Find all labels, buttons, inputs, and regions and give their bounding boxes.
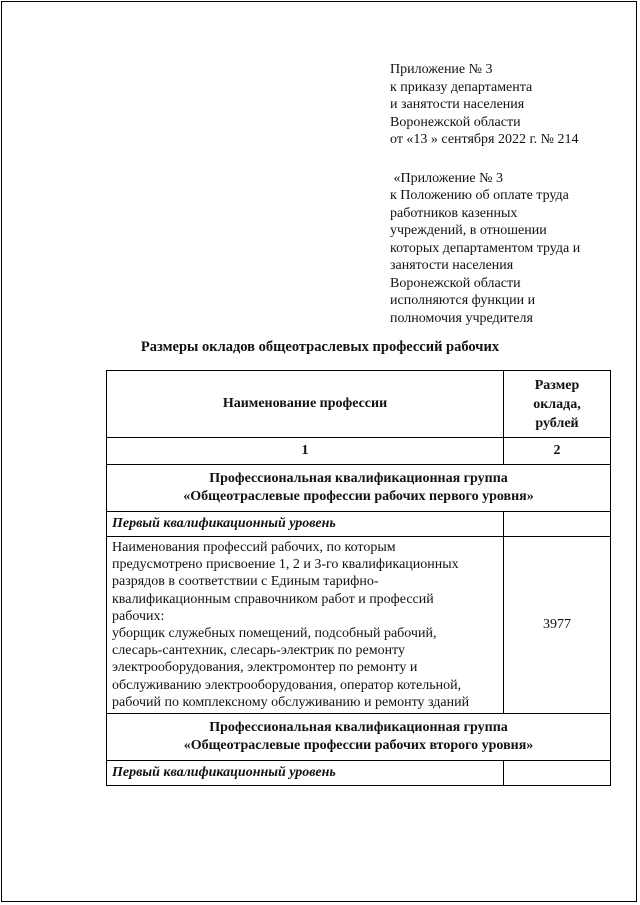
column-header-salary-line: оклада, — [533, 396, 581, 412]
header-line: Воронежской области — [390, 114, 521, 130]
group-header-row — [107, 465, 611, 512]
header-line: «Приложение № 3 — [390, 170, 503, 186]
document-title: Размеры окладов общеотраслевых профессий рабочих — [140, 339, 500, 355]
header-line: Воронежской области — [390, 275, 521, 291]
description-line: квалификационным справочником работ и профессий — [112, 591, 434, 607]
description-line: разрядов в соответствии с Единым тарифно- — [112, 574, 379, 590]
group-title-line: Профессиональная квалификационная группа — [209, 471, 508, 486]
qualification-level: Первый квалификационный уровень — [107, 512, 504, 537]
column-number: 2 — [504, 438, 611, 465]
header-line: к приказу департамента — [390, 79, 533, 95]
description-line: предусмотрено присвоение 1, 2 и 3-го квалификационных — [112, 557, 459, 573]
group-title-line: Профессиональная квалификационная группа — [209, 720, 508, 736]
empty-cell — [504, 761, 611, 786]
description-line: электрооборудования, электромонтер по ремонту и — [112, 660, 418, 676]
description-line: слесарь-сантехник, слесарь-электрик по ремонту — [112, 643, 405, 659]
column-header-salary-line: Размер — [534, 377, 580, 393]
level-row — [107, 512, 611, 537]
qualification-level: Первый квалификационный уровень — [107, 761, 504, 786]
column-header-profession: Наименование профессии — [107, 371, 504, 438]
description-line: Наименования профессий рабочих, по которым — [112, 540, 396, 555]
description-line: обслуживанию электрооборудования, оператор котельной, — [112, 677, 462, 693]
header-line: работников казенных — [390, 205, 518, 221]
header-line: исполняются функции и — [390, 293, 536, 308]
profession-description — [107, 537, 504, 714]
appendix-header — [390, 61, 630, 327]
group-title-line: «Общеотраслевые профессии рабочих первого уровня» — [183, 489, 534, 504]
header-line: к Положению об оплате труда — [390, 188, 569, 203]
level-row — [107, 761, 611, 786]
table-header-row — [107, 371, 611, 438]
header-line: которых департаментом труда и — [390, 240, 581, 256]
description-line: уборщик служебных помещений, подсобный рабочий, — [112, 626, 437, 642]
salary-table — [106, 370, 611, 786]
header-line: Приложение № 3 — [390, 62, 493, 77]
column-header-salary-line: рублей — [535, 415, 579, 431]
header-line: занятости населения — [390, 258, 514, 273]
header-line: учреждений, в отношении — [390, 223, 547, 238]
salary-value: 3977 — [504, 537, 611, 714]
description-line: рабочий по комплексному обслуживанию и ремонту зданий — [112, 694, 470, 710]
group-title-line: «Общеотраслевые профессии рабочих второго уровня» — [183, 738, 534, 754]
column-header-salary — [504, 371, 611, 438]
group-title — [107, 465, 611, 512]
header-line: от «13 » сентября 2022 г. № 214 — [390, 132, 579, 147]
header-line: полномочия учредителя — [390, 310, 533, 326]
column-number-row — [107, 438, 611, 465]
group-header-row — [107, 714, 611, 761]
description-line: рабочих: — [112, 608, 165, 624]
column-number: 1 — [107, 438, 504, 465]
table-row — [107, 537, 611, 714]
empty-cell — [504, 512, 611, 537]
group-title — [107, 714, 611, 761]
header-line: и занятости населения — [390, 97, 525, 112]
